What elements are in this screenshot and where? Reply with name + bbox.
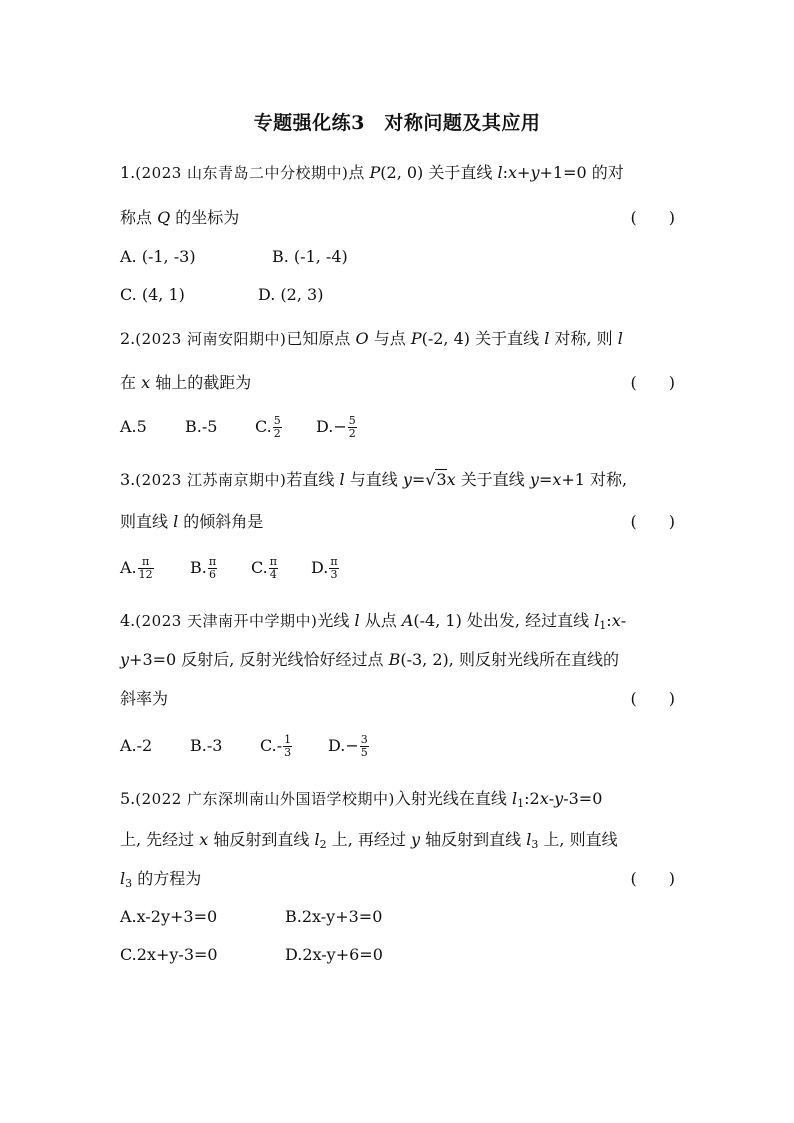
question-4-line-3	[120, 686, 675, 712]
option-c	[260, 733, 293, 759]
option-b: B.-5	[185, 417, 218, 436]
question-text: 关于直线	[423, 163, 498, 182]
question-source: (2023 河南安阳期中)	[135, 330, 287, 348]
question-source: (2023 江苏南京期中)	[135, 471, 287, 489]
question-3-line-1	[120, 467, 675, 493]
math-var: x	[508, 163, 518, 182]
fraction	[283, 734, 292, 759]
question-text: 称点	[120, 208, 158, 227]
math-var: l	[594, 611, 600, 630]
question-number: 3.	[120, 470, 136, 489]
fraction-numerator: π	[208, 555, 217, 568]
fraction-numerator: π	[138, 556, 154, 569]
radicand: 3	[436, 470, 447, 489]
fraction-denominator: 3	[284, 746, 292, 759]
question-text: 轴反射到直线	[420, 830, 527, 849]
math-var: x	[446, 470, 456, 489]
math-var: O	[355, 329, 369, 348]
question-text: 的倾斜角是	[178, 512, 264, 531]
question-text: 已知原点	[286, 329, 356, 348]
math-var: Q	[157, 208, 171, 227]
option-label: D.	[311, 558, 329, 577]
math-var: P	[369, 163, 381, 182]
answer-blank: ( )	[630, 689, 675, 708]
fraction	[348, 415, 357, 440]
fraction-denominator: 2	[273, 427, 281, 440]
fraction	[360, 734, 369, 759]
math-var: l	[314, 830, 320, 849]
fraction	[269, 556, 278, 581]
question-number: 1.	[120, 163, 136, 182]
question-text: -	[620, 611, 627, 630]
option-label: C.-	[260, 736, 283, 755]
question-text: :	[502, 163, 508, 182]
fraction-numerator: π	[269, 555, 277, 568]
question-text: 处出发, 经过直线	[461, 611, 595, 630]
math-subscript: 3	[531, 838, 539, 851]
fraction-numerator: 3	[360, 733, 368, 746]
question-text: 从点	[359, 611, 402, 630]
square-root: √3	[425, 470, 447, 489]
option-d: D. (2, 3)	[258, 285, 324, 304]
fraction-numerator: 1	[284, 733, 292, 746]
math-subscript: 2	[319, 838, 327, 851]
math-var: l	[354, 611, 360, 630]
math-var: B	[388, 650, 401, 669]
math-coord: (2, 0)	[380, 163, 424, 182]
page-title: 专题强化练3 对称问题及其应用	[253, 112, 541, 134]
question-1-line-2	[120, 205, 675, 231]
option-d	[316, 414, 358, 440]
question-text: 轴反射到直线	[208, 830, 315, 849]
fraction	[208, 556, 217, 581]
question-text: 斜率为	[120, 689, 169, 708]
answer-blank: ( )	[630, 869, 675, 888]
option-c	[255, 414, 283, 440]
question-text: 若直线	[286, 470, 340, 489]
math-var: P	[410, 329, 422, 348]
math-var: y	[410, 830, 421, 849]
math-var: y	[530, 163, 540, 182]
question-number: 4.	[120, 611, 136, 630]
math-var: y	[120, 650, 130, 669]
question-text: 则直线	[120, 512, 174, 531]
question-text: , 则反射光线所在直线的	[448, 650, 619, 669]
question-text: 的方程为	[132, 869, 202, 888]
option-label: D.−	[316, 417, 347, 436]
fraction	[138, 556, 154, 581]
answer-blank: ( )	[630, 373, 675, 392]
math-var: l	[173, 512, 179, 531]
option-label: B.	[190, 558, 207, 577]
fraction-numerator: π	[330, 555, 338, 568]
option-a: A.-2	[120, 736, 153, 755]
math-subscript: 3	[125, 877, 133, 890]
option-b: B. (-1, -4)	[272, 247, 348, 266]
question-text: 关于直线	[455, 470, 530, 489]
question-text: =	[538, 470, 553, 489]
option-c: C.2x+y-3=0	[120, 945, 218, 964]
math-var: l	[617, 329, 623, 348]
option-d	[311, 555, 340, 581]
answer-blank: ( )	[630, 208, 675, 227]
math-subscript: 1	[517, 797, 525, 810]
option-label: A.	[120, 558, 137, 577]
fraction-denominator: 3	[330, 568, 338, 581]
math-subscript: 1	[599, 619, 607, 632]
question-text: 上, 再经过	[326, 830, 411, 849]
math-var: l	[526, 830, 532, 849]
question-text: 对称, 则	[549, 329, 618, 348]
question-text: 上, 先经过	[120, 830, 200, 849]
question-text: :2	[524, 789, 540, 808]
option-c: C. (4, 1)	[120, 285, 185, 304]
fraction-numerator: 5	[273, 414, 281, 427]
math-var: x	[552, 470, 562, 489]
math-coord: (-3, 2)	[400, 650, 449, 669]
option-a: A.x-2y+3=0	[120, 907, 218, 926]
question-4-line-1	[120, 608, 675, 634]
question-number: 2.	[120, 329, 136, 348]
question-5-line-3	[120, 866, 675, 892]
question-text: 在	[120, 373, 142, 392]
question-5-line-1	[120, 786, 675, 812]
math-var: y	[529, 470, 539, 489]
question-text: +3=0 反射后, 反射光线恰好经过点	[129, 650, 389, 669]
question-source: (2022 广东深圳南山外国语学校期中)	[135, 790, 395, 808]
question-text: :	[606, 611, 612, 630]
question-source: (2023 山东青岛二中分校期中)	[135, 164, 349, 182]
question-text: 入射光线在直线	[394, 789, 513, 808]
fraction-numerator: 5	[348, 414, 356, 427]
option-b: B.2x-y+3=0	[285, 907, 383, 926]
fraction-denominator: 12	[138, 568, 153, 581]
option-label: C.	[255, 417, 272, 436]
option-d	[328, 733, 370, 759]
math-coord: (-2, 4)	[421, 329, 471, 348]
math-coord: (-4, 1)	[413, 611, 462, 630]
math-var: y	[402, 470, 412, 489]
question-text: 的坐标为	[170, 208, 240, 227]
option-b: B.-3	[190, 736, 223, 755]
option-b	[190, 555, 218, 581]
option-c	[251, 555, 279, 581]
option-d: D.2x-y+6=0	[285, 945, 383, 964]
option-a	[120, 555, 155, 581]
answer-blank: ( )	[630, 512, 675, 531]
question-text: 光线	[317, 611, 355, 630]
math-var: x	[141, 373, 151, 392]
math-var: x	[611, 611, 621, 630]
question-text: +1=0 的对	[539, 163, 624, 182]
math-var: y	[554, 789, 564, 808]
question-text: 与点	[368, 329, 411, 348]
question-text: 与直线	[344, 470, 403, 489]
math-var: l	[497, 163, 503, 182]
fraction-denominator: 4	[269, 568, 277, 581]
option-label: C.	[251, 558, 268, 577]
question-text: 点	[348, 163, 370, 182]
math-var: x	[199, 830, 209, 849]
question-2-line-1	[120, 326, 675, 352]
fraction	[329, 556, 338, 581]
question-text: -3=0	[563, 789, 603, 808]
fraction-denominator: 2	[348, 427, 356, 440]
question-text: +	[517, 163, 531, 182]
question-number: 5.	[120, 789, 136, 808]
question-1-line-1	[120, 160, 675, 186]
fraction-denominator: 5	[360, 746, 368, 759]
math-var: l	[120, 869, 126, 888]
question-text: -	[548, 789, 555, 808]
question-text: 轴上的截距为	[150, 373, 252, 392]
math-var: A	[401, 611, 414, 630]
question-text: +1 对称,	[561, 470, 628, 489]
question-text: =	[411, 470, 426, 489]
question-2-line-2	[120, 370, 675, 396]
option-a: A.5	[120, 417, 147, 436]
question-3-line-2	[120, 509, 675, 535]
math-var: l	[512, 789, 518, 808]
question-5-line-2	[120, 827, 675, 853]
fraction	[273, 415, 282, 440]
question-text: 关于直线	[470, 329, 545, 348]
option-label: D.−	[328, 736, 359, 755]
math-var: l	[339, 470, 345, 489]
question-source: (2023 天津南开中学期中)	[135, 612, 318, 630]
math-var: l	[544, 329, 550, 348]
question-4-line-2	[120, 647, 675, 673]
option-a: A. (-1, -3)	[120, 247, 196, 266]
math-var: x	[539, 789, 549, 808]
question-text: 上, 则直线	[538, 830, 618, 849]
fraction-denominator: 6	[208, 568, 216, 581]
